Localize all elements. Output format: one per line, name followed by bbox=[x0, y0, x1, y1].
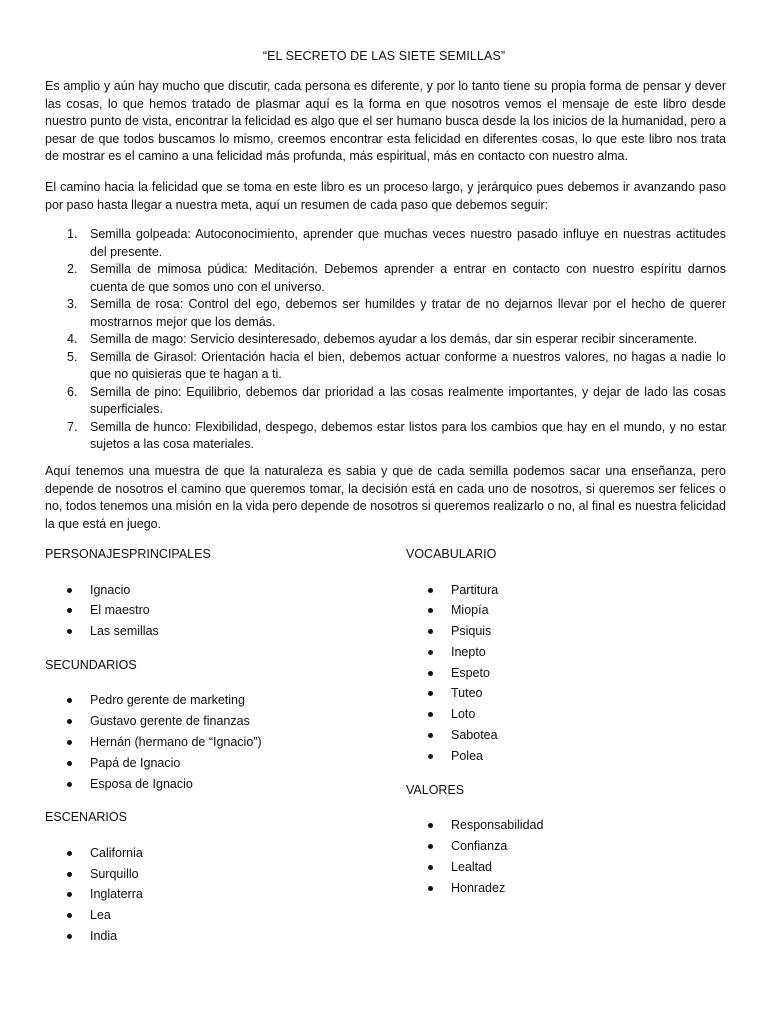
list-item: Las semillas bbox=[45, 621, 365, 642]
list-item: Espeto bbox=[406, 663, 726, 684]
list-item: Papá de Ignacio bbox=[45, 753, 365, 774]
list-item: 5. Semilla de Girasol: Orientación hacia el bien, debemos actuar conforme a nuestros valores, no hagas a nadie lo que no quisieras que te hagan a ti. bbox=[67, 349, 726, 381]
bullet-icon bbox=[67, 740, 72, 745]
bullet-icon bbox=[428, 650, 433, 655]
list-item: Esposa de Ignacio bbox=[45, 774, 365, 795]
list-item: Lealtad bbox=[406, 857, 726, 878]
list-item: Polea bbox=[406, 746, 726, 767]
list-item: California bbox=[45, 843, 365, 864]
bullet-icon bbox=[428, 712, 433, 717]
list-item: Tuteo bbox=[406, 683, 726, 704]
bullet-icon bbox=[428, 671, 433, 676]
camino-paragraph: El camino hacia la felicidad que se toma en este libro es un proceso largo, y jerárquico pues debemos ir avanzando paso por paso hasta llegar a nuestra meta, aquí un resumen de cada paso que debemos seguir: bbox=[45, 180, 726, 212]
document-title: “EL SECRETO DE LAS SIETE SEMILLAS” bbox=[262, 49, 506, 63]
list-item: Lea bbox=[45, 905, 365, 926]
list-item: Inglaterra bbox=[45, 884, 365, 905]
list-item: Pedro gerente de marketing bbox=[45, 690, 365, 711]
bullet-icon bbox=[67, 892, 72, 897]
bullet-icon bbox=[67, 629, 72, 634]
bullet-icon bbox=[67, 913, 72, 918]
escenarios-heading: ESCENARIOS bbox=[45, 810, 127, 825]
list-item: Miopía bbox=[406, 600, 726, 621]
bullet-icon bbox=[67, 782, 72, 787]
list-item: 6. Semilla de pino: Equilibrio, debemos dar prioridad a las cosas realmente importantes, y dejar de lado las cosas superficiales. bbox=[67, 384, 726, 416]
list-item: 1. Semilla golpeada: Autoconocimiento, aprender que muchas veces nuestro pasado influye en nuestras actitudes del presente. bbox=[67, 227, 726, 259]
vocabulario-list bbox=[406, 580, 726, 767]
bullet-icon bbox=[428, 865, 433, 870]
list-item: 7. Semilla de hunco: Flexibilidad, despego, debemos estar listos para los cambios que hay en el mundo, y no estar sujetos a las cosa materiales. bbox=[67, 419, 726, 451]
personajes-list bbox=[45, 580, 365, 642]
secundarios-list bbox=[45, 690, 365, 794]
bullet-icon bbox=[428, 733, 433, 738]
personajes-heading: PERSONAJESPRINCIPALES bbox=[45, 547, 211, 561]
vocabulario-heading: VOCABULARIO bbox=[406, 547, 497, 561]
list-item: Hernán (hermano de “Ignacio”) bbox=[45, 732, 365, 753]
bullet-icon bbox=[67, 588, 72, 593]
bullet-icon bbox=[428, 629, 433, 634]
right-column bbox=[406, 546, 726, 898]
bullet-icon bbox=[428, 823, 433, 828]
list-item: Honradez bbox=[406, 878, 726, 899]
valores-list bbox=[406, 815, 726, 898]
list-item: Gustavo gerente de finanzas bbox=[45, 711, 365, 732]
list-item: 3. Semilla de rosa: Control del ego, debemos ser humildes y tratar de no dejarnos llevar por el hecho de querer mostrarnos mejor que los demás. bbox=[67, 297, 726, 329]
list-item: Surquillo bbox=[45, 864, 365, 885]
bullet-icon bbox=[67, 608, 72, 613]
bullet-icon bbox=[428, 754, 433, 759]
bullet-icon bbox=[428, 844, 433, 849]
conclusion-paragraph: Aquí tenemos una muestra de que la naturaleza es sabia y que de cada semilla podemos sacar una enseñanza, pero depende de nosotros el camino que queremos tomar, la decisión está en cada uno de nosotros, si queremos ser felices o no, todos tenemos una misión en la vida pero depende de nosotros si queremos realizarlo o no, al final es nuestra felicidad la que está en juego. bbox=[45, 464, 726, 531]
list-item: India bbox=[45, 926, 365, 947]
escenarios-list bbox=[45, 843, 365, 947]
intro-paragraph: Es amplio y aún hay mucho que discutir, cada persona es diferente, y por lo tanto tiene su propia forma de pensar y dever las cosas, lo que hemos tratado de plasmar aquí es la forma en que nosotros vemos el mensaje de este libro desde nuestro punto de vista, encontrar la felicidad es algo que el ser humano busca desde la los inicios de la humanidad, pero a pesar de que todos buscamos lo mismo, creemos encontrar esta felicidad en diferentes cosas, lo que este libro nos trata de mostrar es el camino a una felicidad más profunda, más espiritual, más en contacto con nuestro alma. bbox=[45, 79, 726, 163]
bullet-icon bbox=[67, 761, 72, 766]
bullet-icon bbox=[428, 588, 433, 593]
list-item: Confianza bbox=[406, 836, 726, 857]
list-item: Inepto bbox=[406, 642, 726, 663]
bullet-icon bbox=[428, 691, 433, 696]
list-item: Partitura bbox=[406, 580, 726, 601]
bullet-icon bbox=[67, 698, 72, 703]
bullet-icon bbox=[67, 719, 72, 724]
bullet-icon bbox=[67, 851, 72, 856]
semillas-list bbox=[45, 226, 726, 454]
list-item: Ignacio bbox=[45, 580, 365, 601]
bullet-icon bbox=[428, 608, 433, 613]
list-item: Responsabilidad bbox=[406, 815, 726, 836]
list-item: Loto bbox=[406, 704, 726, 725]
bullet-icon bbox=[67, 872, 72, 877]
list-item: El maestro bbox=[45, 600, 365, 621]
list-item: 2. Semilla de mimosa púdica: Meditación. Debemos aprender a entrar en contacto con nuestro espíritu darnos cuenta de que somos uno con el universo. bbox=[67, 262, 726, 294]
bullet-icon bbox=[67, 934, 72, 939]
valores-heading: VALORES bbox=[406, 782, 465, 797]
list-item: Sabotea bbox=[406, 725, 726, 746]
list-item: Psiquis bbox=[406, 621, 726, 642]
list-item: 4. Semilla de mago: Servicio desinteresado, debemos ayudar a los demás, dar sin esperar recibir sinceramente. bbox=[67, 332, 698, 346]
left-column bbox=[45, 546, 365, 947]
bullet-icon bbox=[428, 886, 433, 891]
secundarios-heading: SECUNDARIOS bbox=[45, 657, 137, 672]
